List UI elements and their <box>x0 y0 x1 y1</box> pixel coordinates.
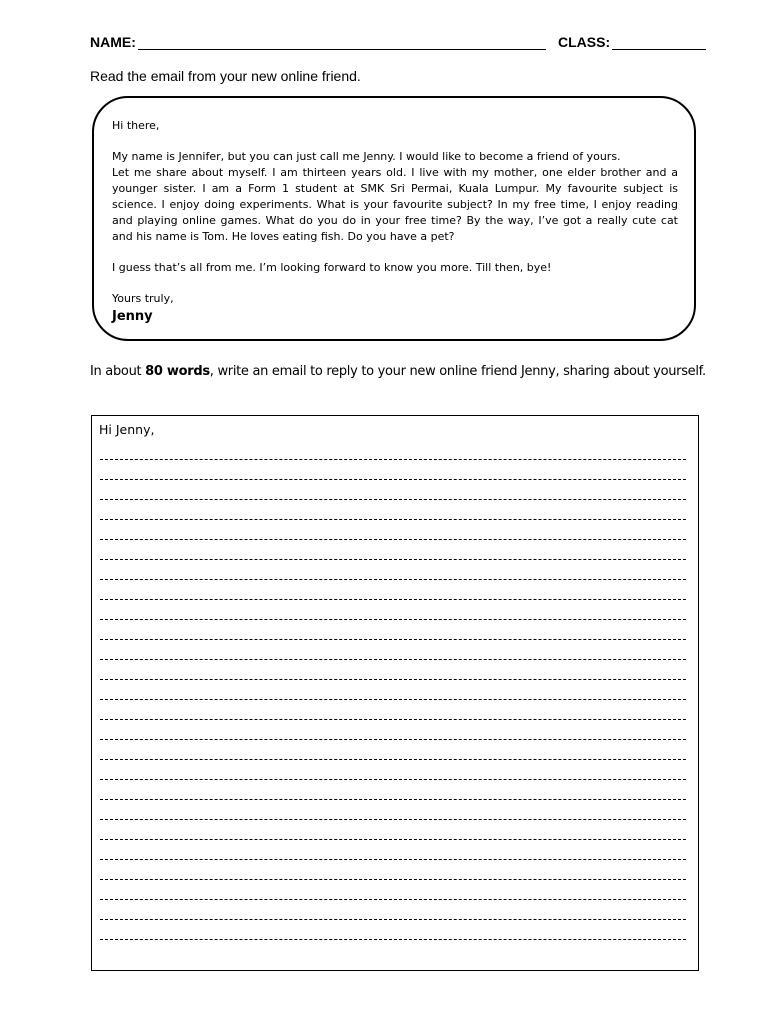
writing-line[interactable] <box>100 679 686 680</box>
writing-line[interactable] <box>100 699 686 700</box>
email-greeting: Hi there, <box>112 119 160 132</box>
email-content <box>112 118 678 325</box>
write-instruction-prefix: In about <box>90 364 146 379</box>
email-body: Let me share about myself. I am thirteen years old. I live with my mother, one elder brother and a younger sister. I am a Form 1 student at SMK Sri Permai, Kuala Lumpur. My favourite subject is science. I enjoy doing experiments. What is your favourite subject? In my free time, I enjoy reading and playing online games. What do you do in your free time? By the way, I’ve got a really cute cat and his name is Tom. He loves eating fish. Do you have a pet? <box>112 166 678 243</box>
name-field[interactable] <box>138 49 546 50</box>
writing-line[interactable] <box>100 459 686 460</box>
writing-line[interactable] <box>100 659 686 660</box>
writing-line[interactable] <box>100 839 686 840</box>
writing-line[interactable] <box>100 559 686 560</box>
writing-line[interactable] <box>100 519 686 520</box>
writing-line[interactable] <box>100 799 686 800</box>
email-closing-line: I guess that’s all from me. I’m looking forward to know you more. Till then, bye! <box>112 261 552 274</box>
read-instruction: Read the email from your new online friend. <box>90 68 361 84</box>
writing-line[interactable] <box>100 499 686 500</box>
write-instruction <box>90 364 706 379</box>
writing-line[interactable] <box>100 539 686 540</box>
class-label: CLASS: <box>558 34 611 50</box>
word-count-requirement: 80 words <box>145 364 210 379</box>
writing-line[interactable] <box>100 899 686 900</box>
email-signature: Jenny <box>112 309 153 324</box>
student-info-header <box>90 34 706 54</box>
class-field[interactable] <box>612 49 706 50</box>
writing-line[interactable] <box>100 819 686 820</box>
write-instruction-suffix: , write an email to reply to your new online friend Jenny, sharing about yourself. <box>209 364 706 379</box>
writing-line[interactable] <box>100 639 686 640</box>
writing-line[interactable] <box>100 759 686 760</box>
writing-line[interactable] <box>100 739 686 740</box>
writing-line[interactable] <box>100 579 686 580</box>
writing-line[interactable] <box>100 939 686 940</box>
writing-line[interactable] <box>100 779 686 780</box>
writing-line[interactable] <box>100 599 686 600</box>
writing-line[interactable] <box>100 719 686 720</box>
writing-line[interactable] <box>100 479 686 480</box>
name-label: NAME: <box>90 34 136 50</box>
email-sign-off: Yours truly, <box>112 292 174 305</box>
writing-line[interactable] <box>100 619 686 620</box>
writing-line[interactable] <box>100 879 686 880</box>
writing-line[interactable] <box>100 919 686 920</box>
writing-line[interactable] <box>100 859 686 860</box>
email-intro: My name is Jennifer, but you can just call me Jenny. I would like to become a friend of yours. <box>112 150 621 163</box>
reply-greeting: Hi Jenny, <box>99 422 155 437</box>
